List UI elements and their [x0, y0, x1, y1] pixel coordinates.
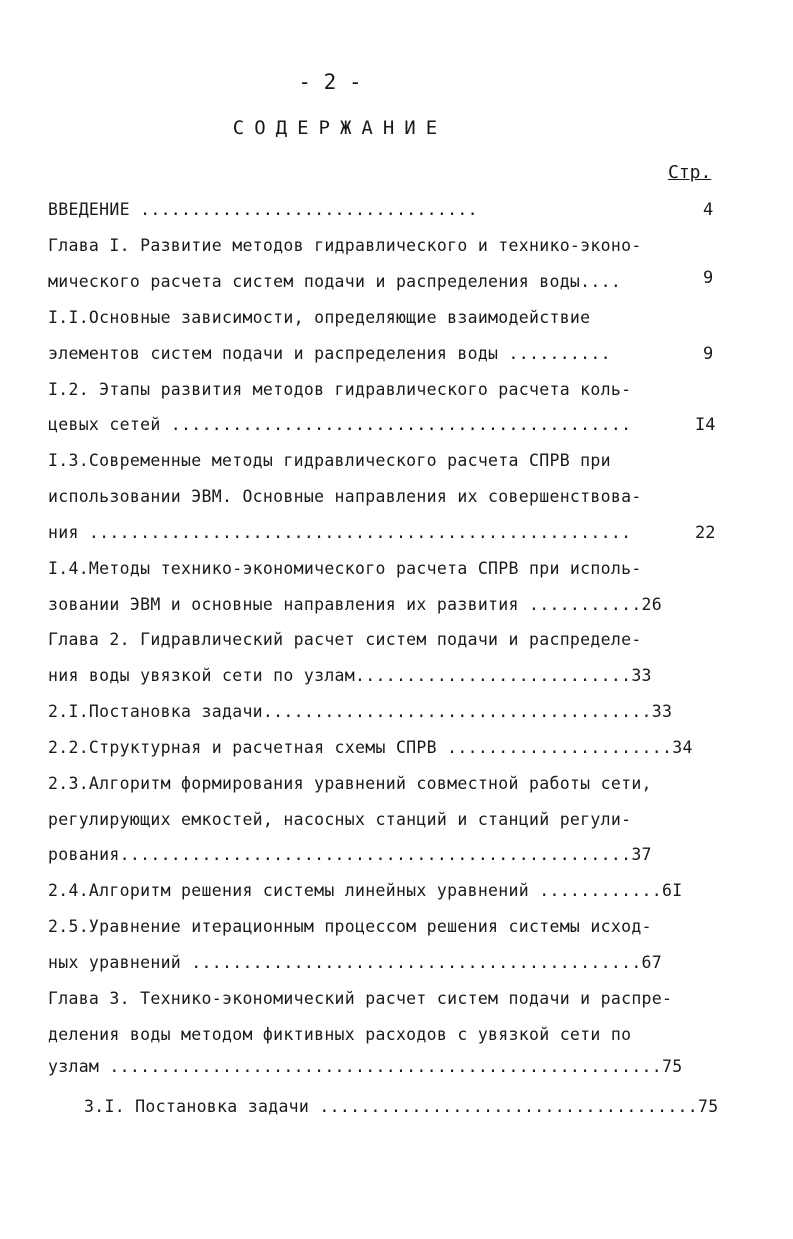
toc-line: I.4.Методы технико-экономического расчета СПРВ при исполь-: [48, 559, 642, 578]
toc-page-ref: 9: [703, 344, 714, 364]
toc-line: I.2. Этапы развития методов гидравлического расчета коль-: [48, 380, 632, 399]
toc-line: ния .....................................................: [48, 523, 632, 542]
toc-line: элементов систем подачи и распределения воды ..........: [48, 344, 611, 363]
page-title: СОДЕРЖАНИЕ: [232, 117, 448, 139]
toc-line: деления воды методом фиктивных расходов с увязкой сети по: [48, 1025, 632, 1044]
toc-line: ных уравнений ............................................67: [48, 953, 663, 972]
toc-line: I.I.Основные зависимости, определяющие взаимодействие: [48, 308, 591, 327]
toc-line: ВВЕДЕНИЕ .................................: [48, 200, 478, 219]
toc-line: I.3.Современные методы гидравлического расчета СПРВ при: [48, 451, 611, 470]
toc-page-ref: I4: [695, 415, 716, 435]
toc-line: использовании ЭВМ. Основные направления их совершенствова-: [48, 487, 642, 506]
toc-page-ref: 9: [703, 268, 714, 288]
toc-line: 2.3.Алгоритм формирования уравнений совместной работы сети,: [48, 774, 652, 793]
toc-line: 2.4.Алгоритм решения системы линейных уравнений ............6I: [48, 881, 683, 900]
toc-line: 3.I. Постановка задачи .....................................75: [84, 1097, 719, 1116]
toc-line: 2.5.Уравнение итерационным процессом решения системы исход-: [48, 917, 652, 936]
toc-line: 2.2.Структурная и расчетная схемы СПРВ ......................34: [48, 738, 693, 757]
toc-line: узлам ......................................................75: [48, 1057, 683, 1076]
toc-line: 2.I.Постановка задачи......................................33: [48, 702, 673, 721]
toc-line: зовании ЭВМ и основные направления их развития ...........26: [48, 595, 663, 614]
page-column-header: Стр.: [668, 162, 712, 183]
toc-page-ref: 22: [695, 523, 716, 543]
toc-line: Глава 2. Гидравлический расчет систем подачи и распределе-: [48, 630, 642, 649]
toc-line: цевых сетей .............................................: [48, 415, 632, 434]
toc-line: Глава I. Развитие методов гидравлического и технико-эконо-: [48, 236, 642, 255]
toc-page-ref: 4: [703, 200, 714, 220]
toc-line: рования..................................................37: [48, 845, 652, 864]
page-number: - 2 -: [298, 70, 362, 94]
toc-line: Глава 3. Технико-экономический расчет систем подачи и распре-: [48, 989, 673, 1008]
toc-line: регулирующих емкостей, насосных станций и станций регули-: [48, 810, 632, 829]
toc-line: мического расчета систем подачи и распределения воды....: [48, 272, 622, 291]
toc-line: ния воды увязкой сети по узлам...........................33: [48, 666, 652, 685]
